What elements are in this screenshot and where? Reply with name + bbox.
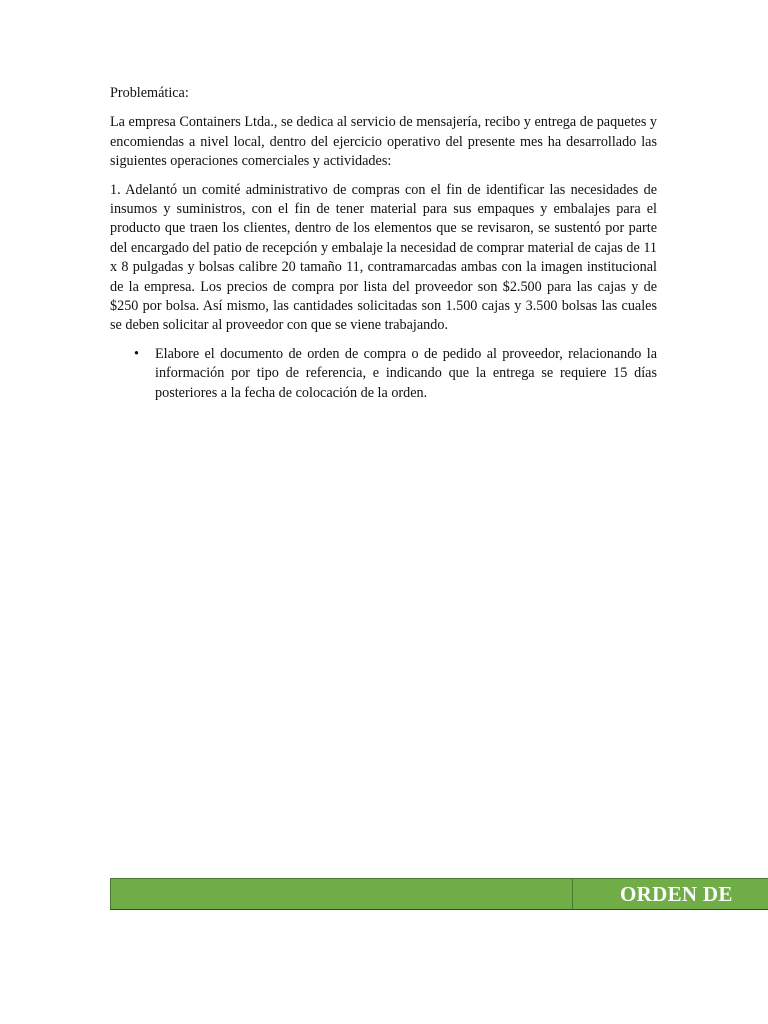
section-heading: Problemática: [110,85,189,101]
banner-title-cell [572,878,768,910]
intro-paragraph: La empresa Containers Ltda., se dedica al servicio de mensajería, recibo y entrega de paquetes y encomiendas a nivel local, dentro del ejercicio operativo del presente mes ha desarrollado las siguientes operaciones comerciales y actividades: [110,114,657,170]
bullet-icon: • [134,345,139,362]
bullet-text: Elabore el documento de orden de compra o de pedido al proveedor, relacionando la información por tipo de referencia, e indicando que la entrega se requiere 15 días posteriores a la fecha de colocación de la orden. [155,345,657,401]
document-body [110,84,657,403]
banner-left-cell [110,878,573,910]
banner-title: ORDEN DE [620,882,733,906]
item-1-paragraph: 1. Adelantó un comité administrativo de compras con el fin de identificar las necesidades de insumos y suministros, con el fin de tener material para sus empaques y embalajes para el producto que traen los clientes, dentro de los elementos que se revisaron, se sustentó por parte del encargado del patio de recepción y embalaje la necesidad de comprar material de cajas de 11 x 8 pulgadas y bolsas calibre 20 tamaño 11, contramarcadas ambas con la imagen institucional de la empresa. Los precios de compra por lista del proveedor son $2.500 para las cajas y de $250 por bolsa. Así mismo, las cantidades solicitadas son 1.500 cajas y 3.500 bolsas las cuales se deben solicitar al proveedor con que se viene trabajando. [110,181,657,334]
instruction-list [110,345,657,403]
order-header-banner [110,878,768,909]
list-item [110,345,657,403]
